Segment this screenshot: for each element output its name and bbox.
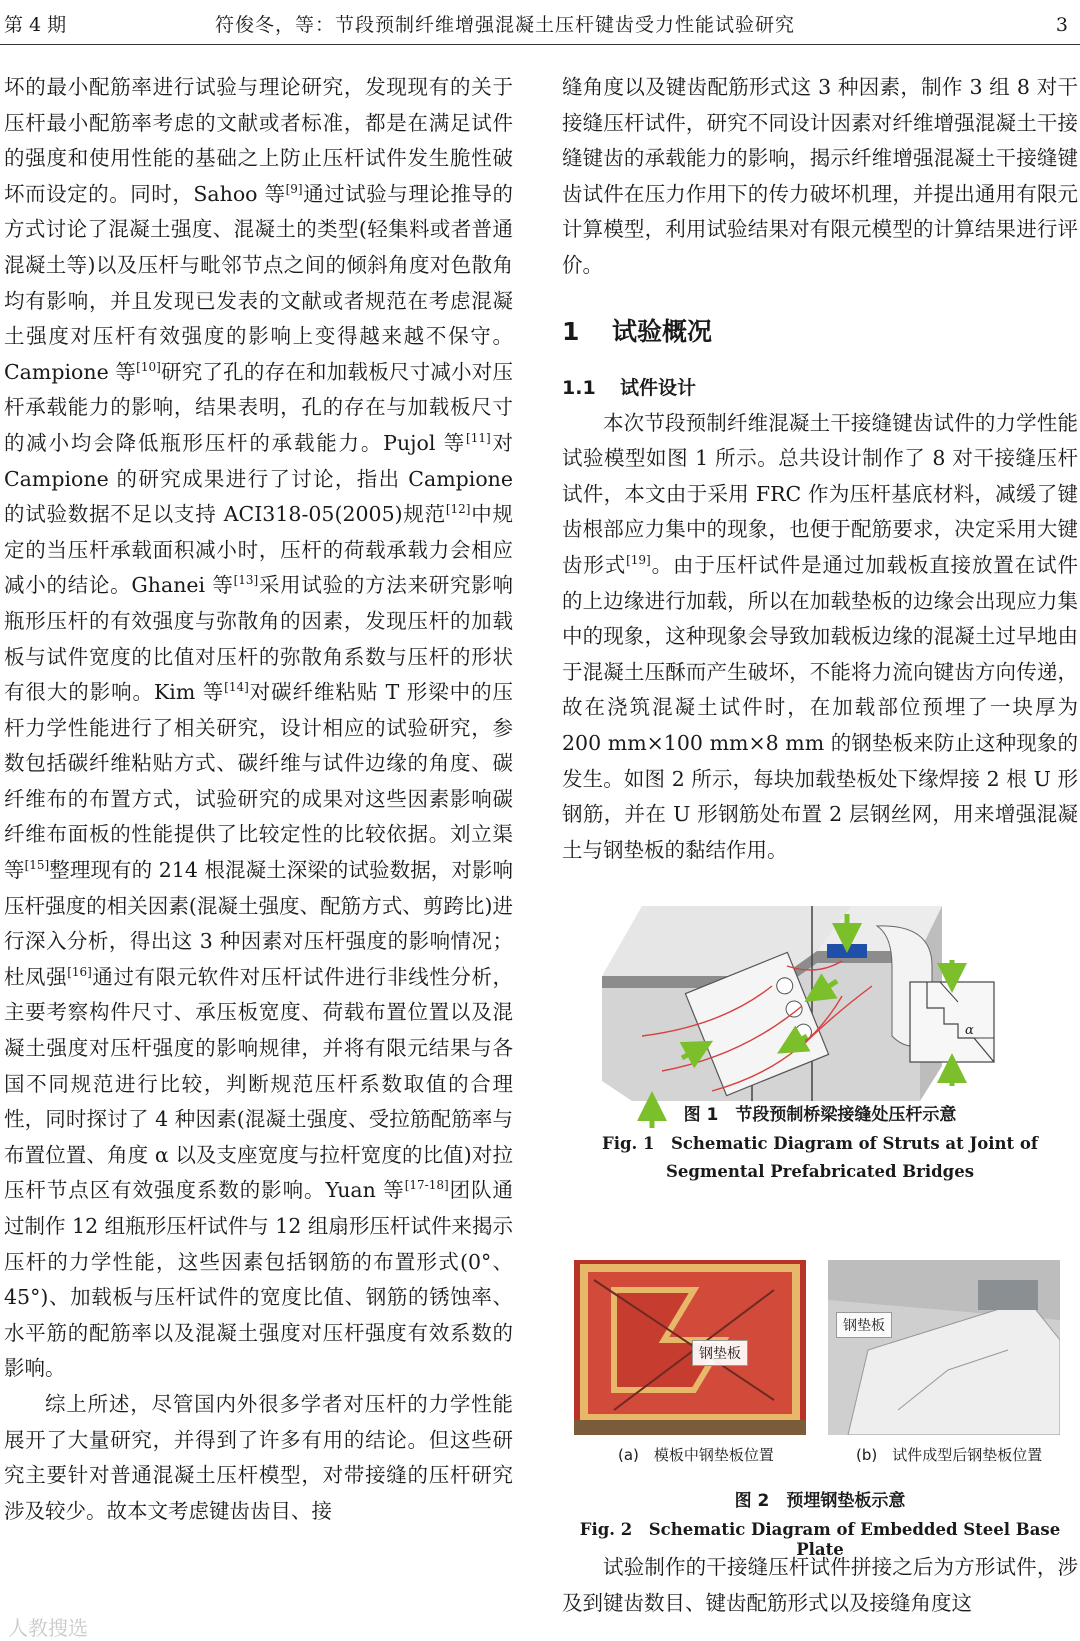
citation: [10] <box>136 359 161 374</box>
figure-2b-photo <box>828 1260 1060 1435</box>
page-number: 3 <box>1055 14 1068 36</box>
citation: [17-18] <box>404 1178 449 1193</box>
right-paragraph-2: 本次节段预制纤维混凝土干接缝键齿试件的力学性能试验模型如图 1 所示。总共设计制作了 8 对干接缝压杆试件，本文由于采用 FRC 作为压杆基底材料，减缓了键齿根部应力集中的现象，也便于配筋要求，决定采用大键齿形式[19]。由于压杆试件是通过加载板直接放置在试件的上边缘进行加载，所以在加载垫板的边缘会出现应力集中的现象，这种现象会导致加载板边缘的混凝土过早地由于混凝土压酥而产生破坏，不能将力流向键齿方向传递，故在浇筑混凝土试件时，在加载部位预埋了一块厚为 200 mm×100 mm×8 mm 的钢垫板来防止这种现象的发生。如图 2 所示，每块加载垫板处下缘焊接 2 根 U 形钢筋，并在 U 形钢筋处布置 2 层钢丝网，用来增强混凝土与钢垫板的黏结作用。 <box>562 410 1079 862</box>
right-column <box>562 70 1078 868</box>
citation: [12] <box>445 502 471 517</box>
figure-1-caption-zh: 图 1 节段预制桥梁接缝处压杆示意 <box>683 1105 957 1125</box>
left-column <box>4 70 513 1529</box>
steel-plate-icon <box>827 944 867 958</box>
citation: [13] <box>233 573 259 588</box>
citation: [11] <box>466 431 491 446</box>
running-header <box>0 0 1080 45</box>
left-paragraph-1: 坏的最小配筋率进行试验与理论研究，发现现有的关于压杆最小配筋率考虑的文献或者标准，都是在满足试件的强度和使用性能的基础之上防止压杆试件发生脆性破坏而设定的。同时，Sahoo 等[9]通过试验与理论推导的方式讨论了混凝土强度、混凝土的类型(轻集料或者普通混凝土等)以及压杆与毗邻节点之间的倾斜角度对色散角均有影响，并且发现已发表的文献或者规范在考虑混凝土强度对压杆有效强度的影响上变得越来越不保守。Campione 等[10]研究了孔的存在和加载板尺寸减小对压杆承载能力的影响，结果表明，孔的存在与加载板尺寸的减小均会降低瓶形压杆的承载能力。Pujol 等[11]对 Campione 的研究成果进行了讨论，指出 Campione 的试验数据不足以支持 ACI318-05(2005)规范[12]中规定的当压杆承载面积减小时，压杆的荷载承载力会相应减小的结论。Ghanei 等[13]采用试验的方法来研究影响瓶形压杆的有效强度与弥散角的因素，发现压杆的加载板与试件宽度的比值对压杆的弥散角系数与压杆的形状有很大的影响。Kim 等[14]对碳纤维粘贴 T 形梁中的压杆力学性能进行了相关研究，设计相应的试验研究，参数包括碳纤维粘贴方式、碳纤维与试件边缘的角度、碳纤维布的布置方式，试验研究的成果对这些因素影响碳纤维布面板的性能提供了比较定性的比较依据。刘立渠等[15]整理现有的 214 根混凝土深梁的试验数据，对影响压杆强度的相关因素(混凝土强度、配筋方式、剪跨比)进行深入分析，得出这 3 种因素对压杆强度的影响情况；杜凤强[16]通过有限元软件对压杆试件进行非线性分析，主要考察构件尺寸、承压板宽度、荷载布置位置以及混凝土强度对压杆强度的影响规律，并将有限元结果与各国不同规范进行比较，判断规范压杆系数取值的合理性，同时探讨了 4 种因素(混凝土强度、受拉筋配筋率与布置位置、角度 α 以及支座宽度与拉杆宽度的比值)对拉压杆节点区有效强度系数的影响。Yuan 等[17-18]团队通过制作 12 组瓶形压杆试件与 12 组扇形压杆试件来揭示压杆的力学性能，这些因素包括钢筋的布置形式(0°、45°)、加载板与压杆试件的宽度比值、钢筋的锈蚀率、水平筋的配筋率以及混凝土强度对压杆强度有效系数的影响。 <box>4 75 514 1381</box>
right-paragraph-1: 缝角度以及键齿配筋形式这 3 种因素，制作 3 组 8 对干接缝压杆试件，研究不同设计因素对纤维增强混凝土干接缝键齿的承载能力的影响，揭示纤维增强混凝土干接缝键齿试件在压力作用下的传力破坏机理，并提出通用有限元计算模型，利用试验结果对有限元模型的计算结果进行评价。 <box>562 75 1078 277</box>
subsection-heading: 1.1 试件设计 <box>562 376 697 399</box>
angle-label: α <box>965 1023 974 1038</box>
figure-1-diagram <box>602 906 1040 1128</box>
issue-number: 第 4 期 <box>4 14 67 36</box>
watermark: 人教搜选 <box>8 1616 88 1640</box>
figure-2-caption-zh: 图 2 预埋钢垫板示意 <box>734 1491 906 1511</box>
citation: [14] <box>224 680 249 695</box>
running-title: 符俊冬，等：节段预制纤维增强混凝土压杆键齿受力性能试验研究 <box>215 14 796 36</box>
right-paragraph-3: 试验制作的干接缝压杆试件拼接之后为方形试件，涉及到键齿数目、键齿配筋形式以及接缝角度这 <box>562 1555 1078 1615</box>
steel-plate-tag: 钢垫板 <box>836 1312 892 1338</box>
figure-2a-photo <box>574 1260 806 1435</box>
citation: [19] <box>626 553 651 568</box>
citation: [15] <box>24 858 50 873</box>
formwork-photo-drawing <box>574 1260 806 1435</box>
citation: [16] <box>67 965 92 980</box>
left-paragraph-2: 综上所述，尽管国内外很多学者对压杆的力学性能展开了大量研究，并得到了许多有用的结论。但这些研究主要针对普通混凝土压杆模型，对带接缝的压杆研究涉及较少。故本文考虑键齿齿目、接 <box>4 1391 513 1523</box>
figure-2b-caption: (b) 试件成型后钢垫板位置 <box>856 1446 1043 1464</box>
figure-2-caption-en: Fig. 2 Schematic Diagram of Embedded Steel Base Plate <box>579 1520 1061 1559</box>
steel-plate-tag: 钢垫板 <box>692 1340 748 1366</box>
specimen-photo-drawing <box>828 1260 1060 1435</box>
figure-1-caption-en-line2: Segmental Prefabricated Bridges <box>665 1162 975 1181</box>
section-heading: 1 试验概况 <box>562 316 713 346</box>
figure-2a-caption: (a) 模板中钢垫板位置 <box>618 1446 774 1464</box>
figure-1-caption-en: Fig. 1 Schematic Diagram of Struts at Joint of <box>601 1134 1038 1153</box>
citation: [9] <box>285 181 303 196</box>
